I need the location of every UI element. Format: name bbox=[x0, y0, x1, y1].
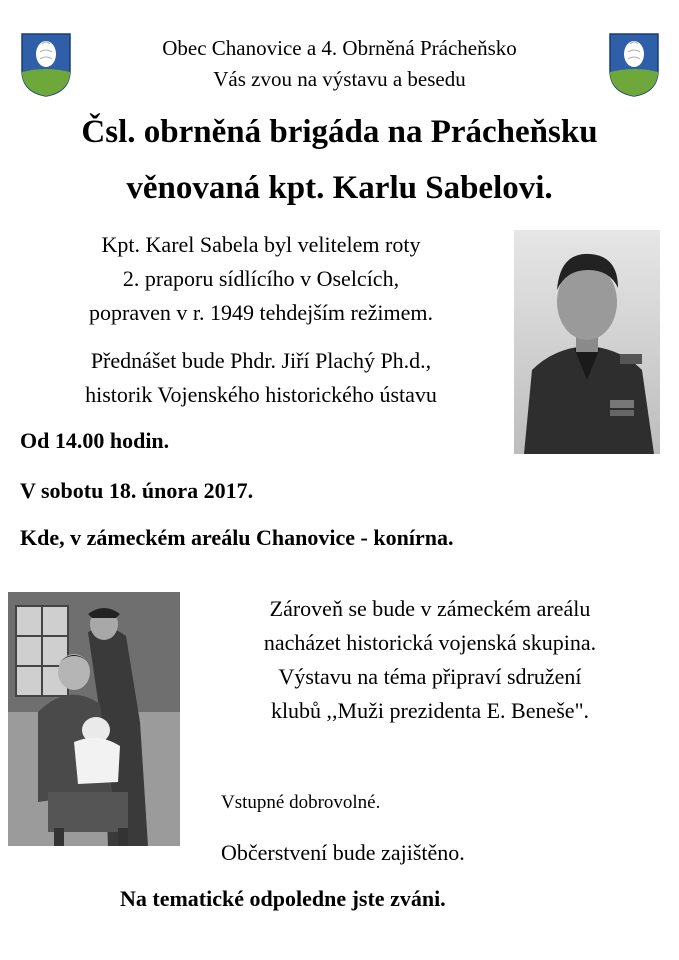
event-place: Kde, v zámeckém areálu Chanovice - konírna. bbox=[20, 525, 454, 550]
admission-note: Vstupné dobrovolné. bbox=[221, 792, 381, 813]
speaker-block bbox=[10, 344, 512, 412]
family-photo bbox=[8, 592, 180, 846]
event-title-line-1: Čsl. obrněná brigáda na Prácheňsku bbox=[81, 114, 598, 150]
header-line-1: Obec Chanovice a 4. Obrněná Prácheňsko bbox=[162, 36, 517, 60]
coat-of-arms-right bbox=[608, 32, 660, 98]
bio-block bbox=[14, 228, 508, 330]
extra-line: Výstavu na téma připraví sdružení bbox=[278, 664, 582, 689]
extra-line: Zároveň se bude v zámeckém areálu bbox=[269, 596, 591, 621]
refreshments-note: Občerstvení bude zajištěno. bbox=[221, 840, 465, 865]
bio-line: popraven v r. 1949 tehdejším režimem. bbox=[89, 300, 433, 325]
bio-line: Kpt. Karel Sabela byl velitelem roty bbox=[101, 232, 421, 257]
bio-line: 2. praporu sídlícího v Oselcích, bbox=[122, 266, 400, 291]
extra-line: klubů ,,Muži prezidenta E. Beneše". bbox=[270, 698, 590, 723]
speaker-line: historik Vojenského historického ústavu bbox=[85, 382, 437, 407]
extra-info-block bbox=[190, 592, 670, 728]
event-date: V sobotu 18. února 2017. bbox=[20, 478, 254, 503]
coat-of-arms-left bbox=[20, 32, 72, 98]
event-time: Od 14.00 hodin. bbox=[20, 428, 170, 453]
portrait-photo bbox=[514, 230, 660, 454]
event-title-line-2: věnovaná kpt. Karlu Sabelovi. bbox=[126, 170, 553, 206]
header-line-2: Vás zvou na výstavu a besedu bbox=[213, 67, 466, 91]
speaker-line: Přednášet bude Phdr. Jiří Plachý Ph.d., bbox=[90, 348, 432, 373]
extra-line: nacházet historická vojenská skupina. bbox=[263, 630, 597, 655]
closing-invitation: Na tematické odpoledne jste zváni. bbox=[120, 886, 446, 911]
